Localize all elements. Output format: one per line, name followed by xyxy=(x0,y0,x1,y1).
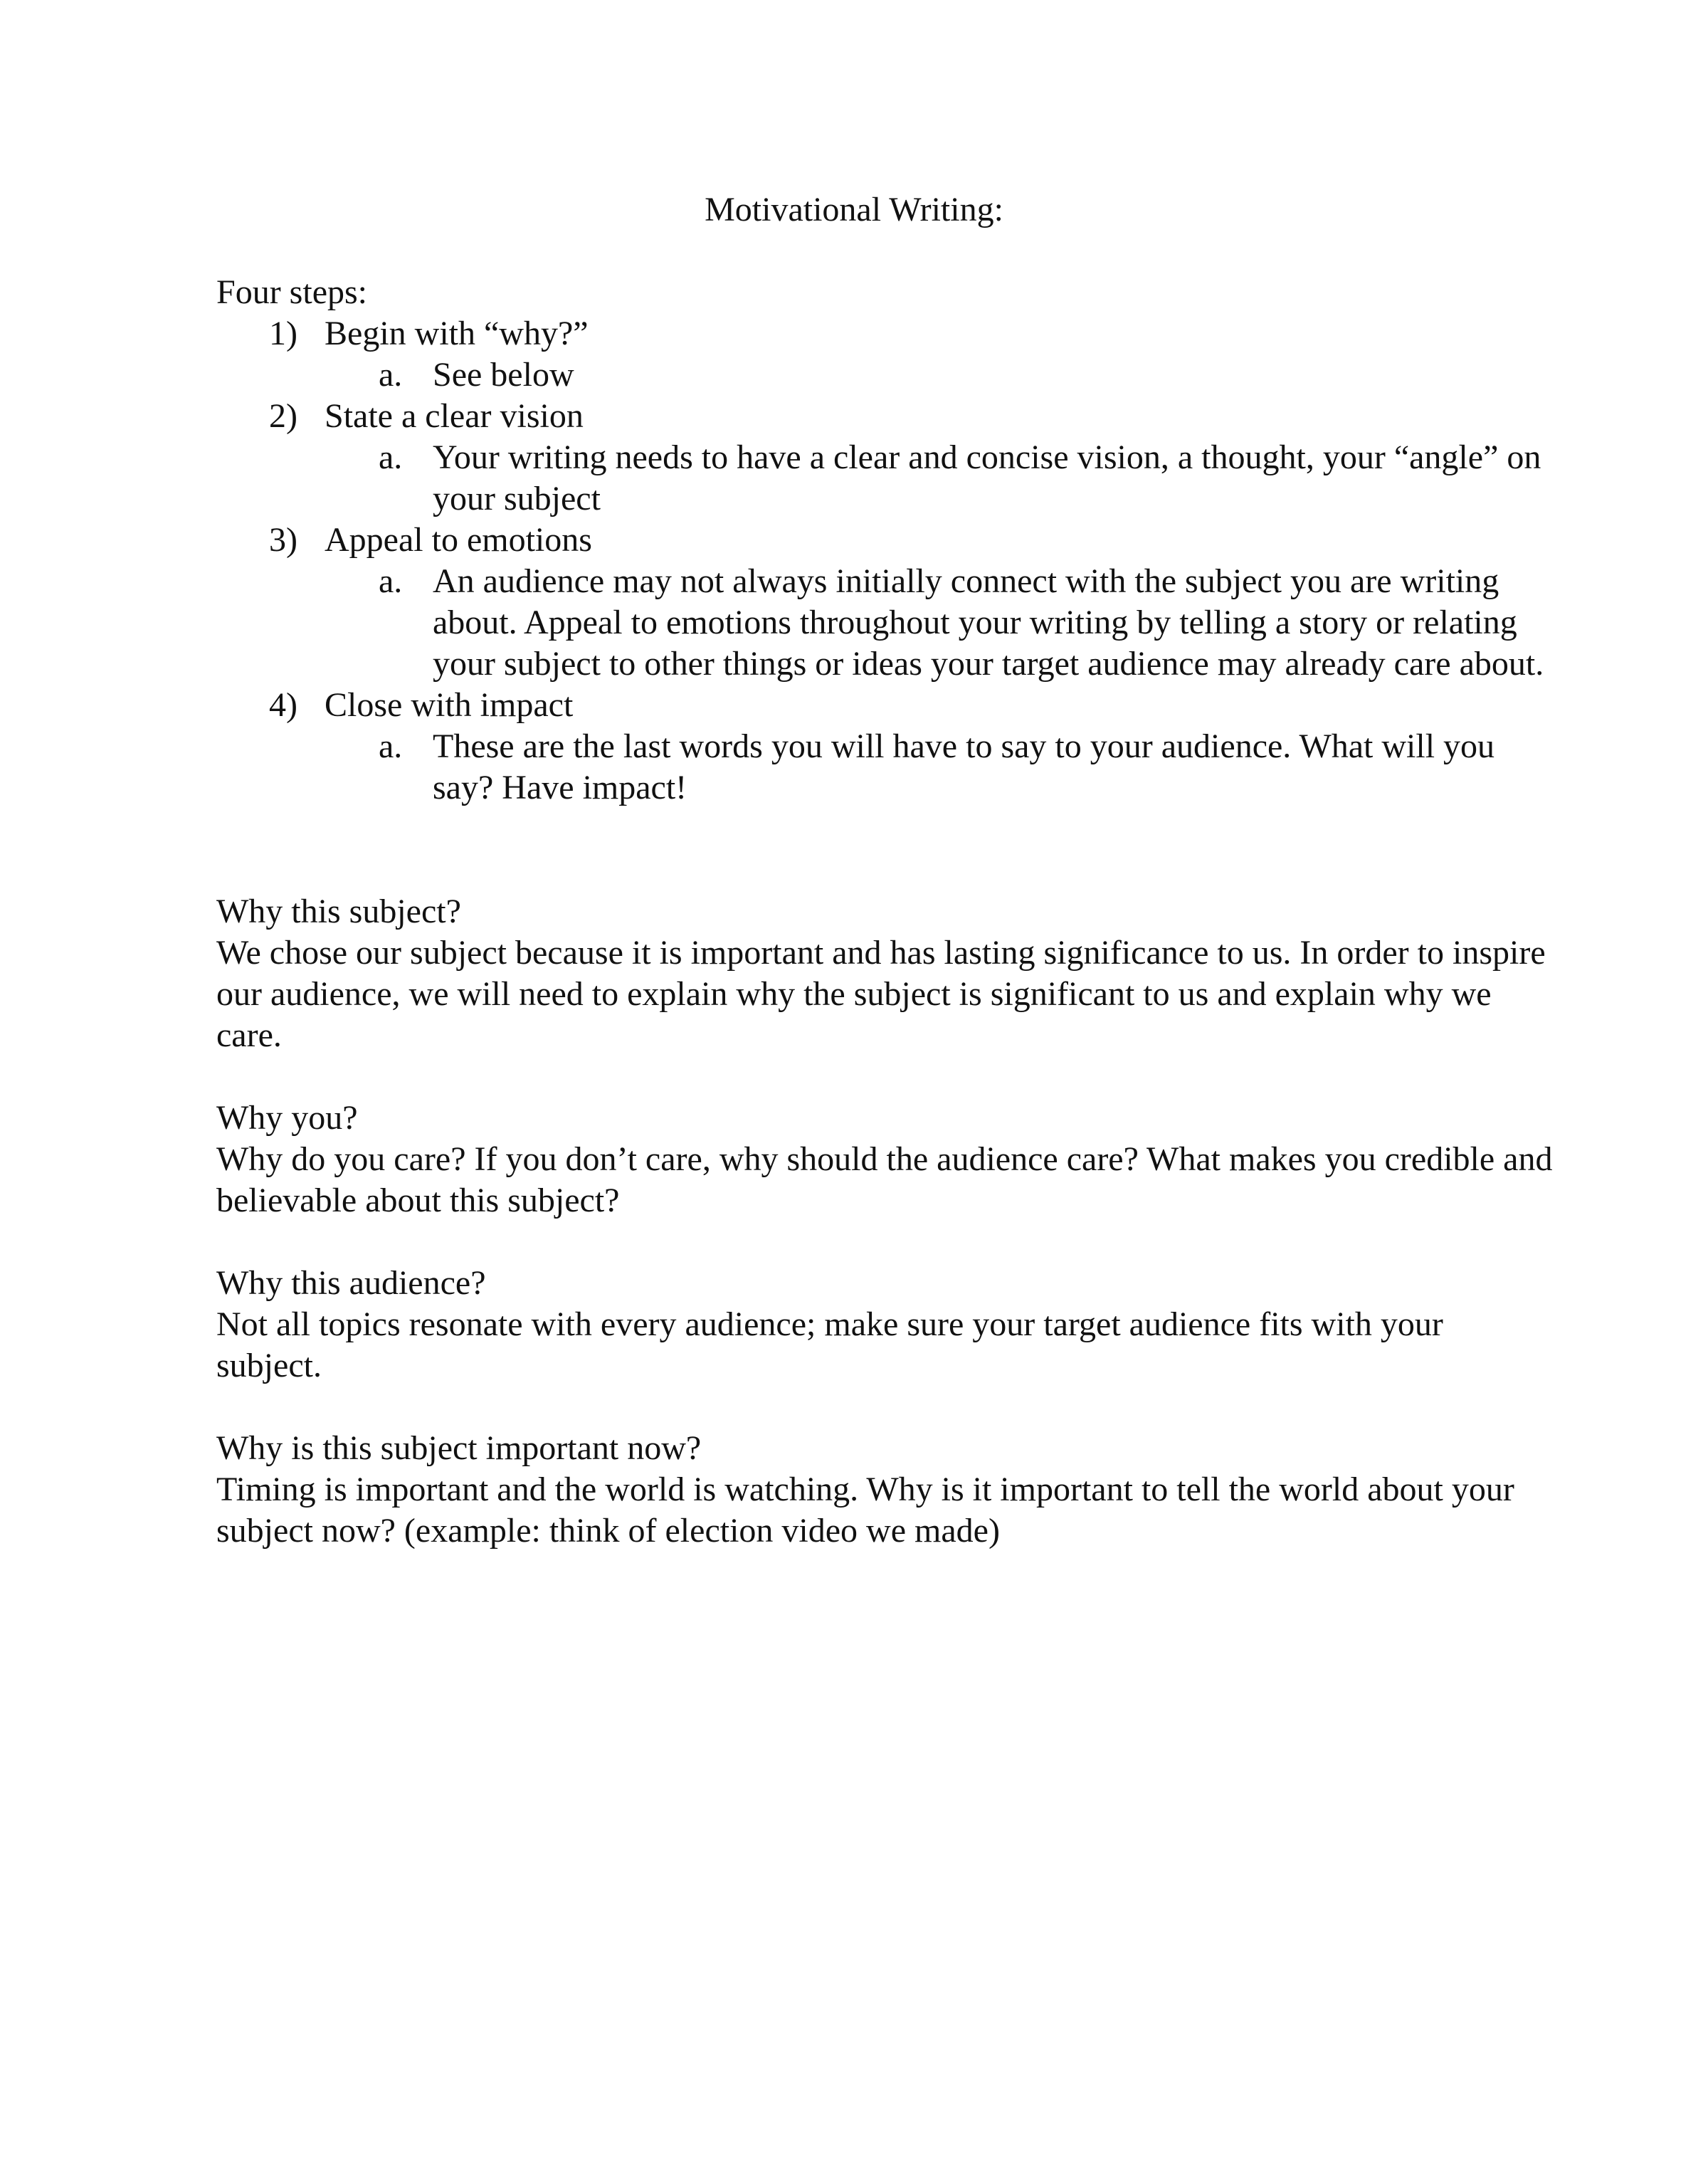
step-number: 2) xyxy=(269,397,297,435)
substep-list xyxy=(325,561,1554,685)
substep-letter: a. xyxy=(379,356,403,394)
section-why-audience xyxy=(216,1263,1554,1387)
section-why-subject xyxy=(216,891,1554,1056)
substep-list xyxy=(325,437,1554,520)
substep-item xyxy=(216,561,1554,685)
substep-item xyxy=(216,437,1554,520)
document-title: Motivational Writing: xyxy=(705,191,1003,228)
section-heading: Why is this subject important now? xyxy=(216,1429,702,1467)
substep-letter: a. xyxy=(379,727,403,765)
spacer xyxy=(216,1221,1554,1263)
spacer xyxy=(216,1056,1554,1098)
section-body: Why do you care? If you don’t care, why should the audience care? What makes you credible and believable about this subject? xyxy=(216,1140,1553,1219)
step-label: Appeal to emotions xyxy=(325,521,592,559)
step-item xyxy=(216,520,1554,685)
section-body: Not all topics resonate with every audience; make sure your target audience fits with your subject. xyxy=(216,1305,1443,1384)
spacer xyxy=(216,809,1554,891)
section-heading: Why you? xyxy=(216,1099,358,1137)
step-item xyxy=(216,685,1554,809)
substep-item xyxy=(216,354,1554,396)
substep-text: See below xyxy=(433,356,574,394)
substep-text: Your writing needs to have a clear and concise vision, a thought, your “angle” on your subject xyxy=(433,438,1541,517)
substep-item xyxy=(216,726,1554,809)
substep-list xyxy=(325,354,1554,396)
step-number: 4) xyxy=(269,686,297,724)
section-body: Timing is important and the world is watching. Why is it important to tell the world about your subject now? (example: think of election video we made) xyxy=(216,1471,1514,1550)
section-heading: Why this audience? xyxy=(216,1264,486,1302)
section-why-now xyxy=(216,1428,1554,1552)
steps-intro: Four steps: xyxy=(216,273,368,311)
substep-text: An audience may not always initially connect with the subject you are writing about. Appeal to emotions throughout your writing by telling a story or relating your subject to other things or ideas your target audience may already care about. xyxy=(433,562,1544,683)
step-label: Close with impact xyxy=(325,686,574,724)
steps-list xyxy=(216,313,1554,809)
section-body: We chose our subject because it is important and has lasting significance to us. In order to inspire our audience, we will need to explain why the subject is significant to us and explain why we care. xyxy=(216,934,1546,1054)
substep-list xyxy=(325,726,1554,809)
step-label: Begin with “why?” xyxy=(325,315,589,352)
substep-letter: a. xyxy=(379,438,403,476)
spacer xyxy=(216,1387,1554,1428)
step-number: 1) xyxy=(269,315,297,352)
step-number: 3) xyxy=(269,521,297,559)
substep-text: These are the last words you will have to say to your audience. What will you say? Have impact! xyxy=(433,727,1495,806)
section-heading: Why this subject? xyxy=(216,893,461,930)
substep-letter: a. xyxy=(379,562,403,600)
document-content xyxy=(216,189,1554,1552)
section-why-you xyxy=(216,1098,1554,1221)
step-label: State a clear vision xyxy=(325,397,584,435)
step-item xyxy=(216,396,1554,520)
step-item xyxy=(216,313,1554,396)
